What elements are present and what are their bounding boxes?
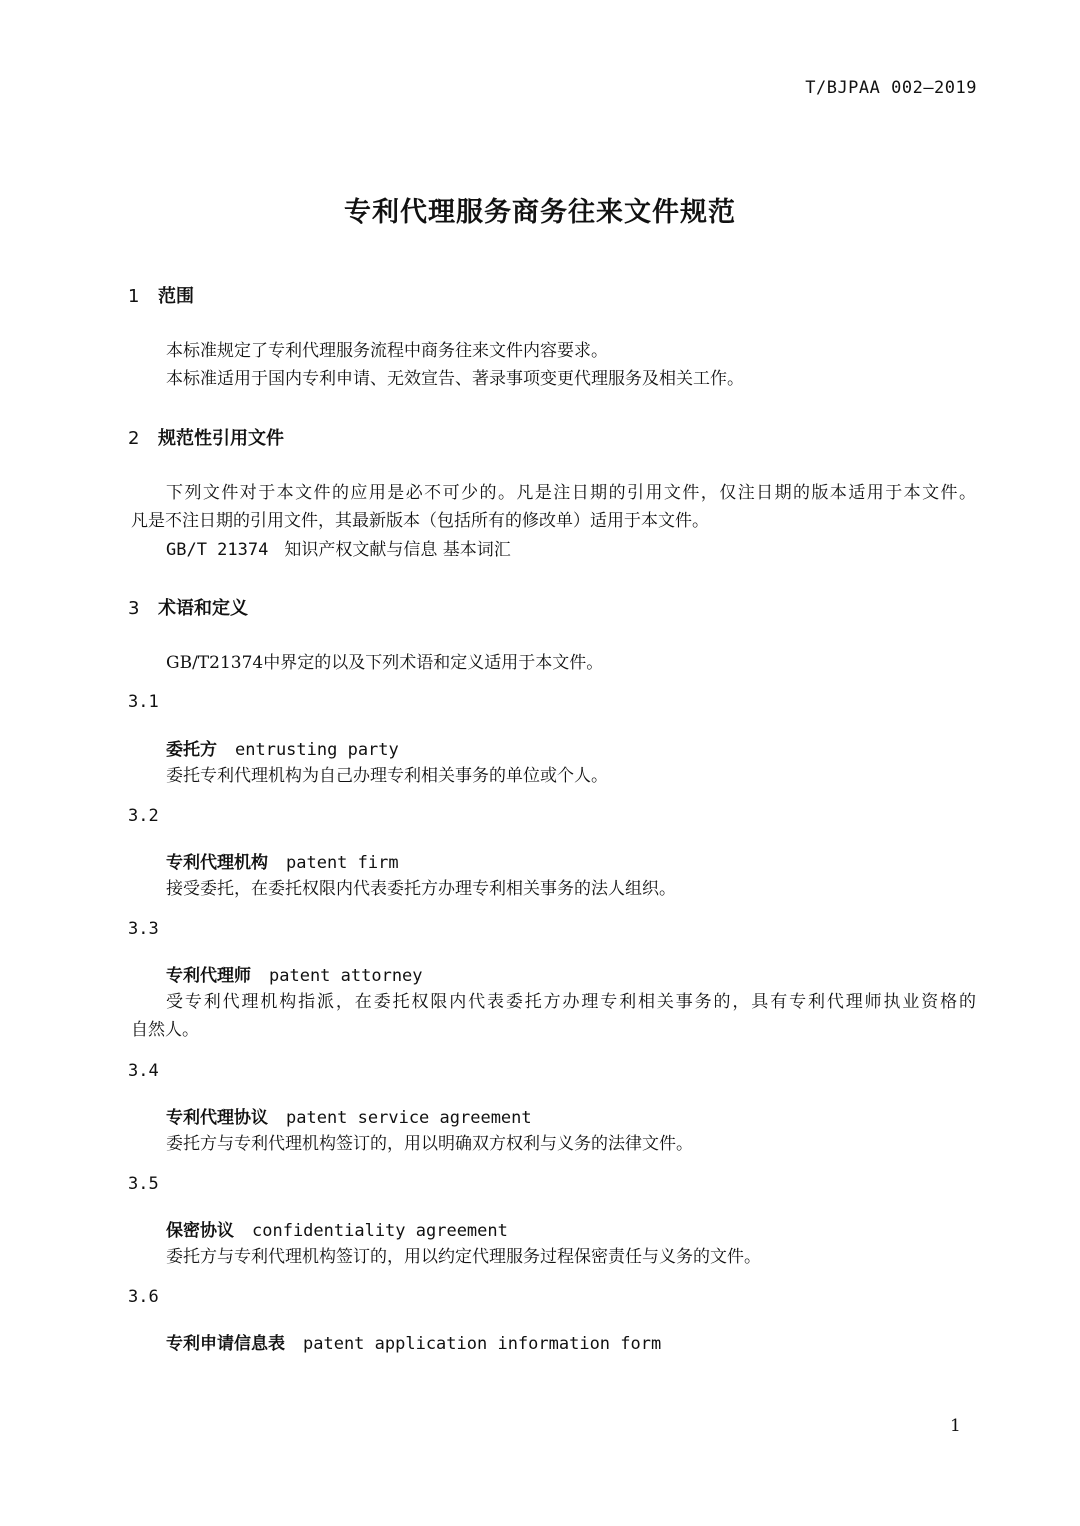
term-entry bbox=[166, 1329, 661, 1354]
scope-paragraph-2: 本标准适用于国内专利申请、无效宣告、著录事项变更代理服务及相关工作。 bbox=[166, 369, 744, 389]
section-number: 3 bbox=[128, 598, 140, 619]
document-title: 专利代理服务商务往来文件规范 bbox=[344, 197, 736, 228]
section-number: 1 bbox=[128, 286, 140, 307]
term-chinese: 保密协议 bbox=[166, 1221, 234, 1241]
term-chinese: 专利代理机构 bbox=[166, 853, 268, 873]
term-definition: 委托专利代理机构为自己办理专利相关事务的单位或个人。 bbox=[166, 766, 608, 786]
section-title: 范围 bbox=[158, 286, 194, 307]
term-chinese: 专利代理师 bbox=[166, 966, 251, 986]
clause-number: 3.6 bbox=[128, 1287, 159, 1307]
term-chinese: 专利申请信息表 bbox=[166, 1334, 285, 1354]
section-title: 规范性引用文件 bbox=[158, 428, 284, 449]
terms-intro: GB/T21374中界定的以及下列术语和定义适用于本文件。 bbox=[166, 653, 604, 673]
section-heading-scope bbox=[128, 282, 194, 308]
reference-code: GB/T 21374 bbox=[166, 540, 269, 560]
clause-number: 3.3 bbox=[128, 919, 159, 939]
reference-title: 知识产权文献与信息 基本词汇 bbox=[284, 540, 511, 560]
section-title: 术语和定义 bbox=[158, 598, 248, 619]
term-definition-line1: 受专利代理机构指派，在委托权限内代表委托方办理专利相关事务的，具有专利代理师执业资格的 bbox=[166, 992, 976, 1012]
term-definition: 接受委托，在委托权限内代表委托方办理专利相关事务的法人组织。 bbox=[166, 879, 676, 899]
clause-number: 3.4 bbox=[128, 1061, 159, 1081]
term-chinese: 专利代理协议 bbox=[166, 1108, 268, 1128]
term-chinese: 委托方 bbox=[166, 740, 217, 760]
page-number: 1 bbox=[950, 1416, 961, 1436]
term-entry bbox=[166, 1103, 532, 1128]
normative-paragraph-line1: 下列文件对于本文件的应用是必不可少的。凡是注日期的引用文件，仅注日期的版本适用于本文件。 bbox=[166, 483, 976, 503]
normative-paragraph-line2: 凡是不注日期的引用文件，其最新版本（包括所有的修改单）适用于本文件。 bbox=[131, 511, 709, 531]
clause-number: 3.5 bbox=[128, 1174, 159, 1194]
normative-reference bbox=[166, 537, 511, 563]
clause-number: 3.1 bbox=[128, 692, 159, 712]
term-definition-line2: 自然人。 bbox=[131, 1020, 199, 1040]
term-english: patent firm bbox=[286, 853, 399, 873]
term-definition: 委托方与专利代理机构签订的，用以约定代理服务过程保密责任与义务的文件。 bbox=[166, 1247, 761, 1267]
term-entry bbox=[166, 1216, 508, 1241]
section-heading-terms bbox=[128, 594, 248, 620]
term-definition: 委托方与专利代理机构签订的，用以明确双方权利与义务的法律文件。 bbox=[166, 1134, 693, 1154]
document-code: T/BJPAA 002—2019 bbox=[805, 78, 977, 98]
term-entry bbox=[166, 848, 399, 873]
section-number: 2 bbox=[128, 428, 140, 449]
term-english: patent service agreement bbox=[286, 1108, 532, 1128]
clause-number: 3.2 bbox=[128, 806, 159, 826]
term-english: patent attorney bbox=[269, 966, 423, 986]
term-entry bbox=[166, 961, 423, 986]
section-heading-normative bbox=[128, 424, 284, 450]
term-english: entrusting party bbox=[235, 740, 399, 760]
term-english: patent application information form bbox=[303, 1334, 662, 1354]
term-english: confidentiality agreement bbox=[252, 1221, 508, 1241]
term-entry bbox=[166, 735, 399, 760]
scope-paragraph-1: 本标准规定了专利代理服务流程中商务往来文件内容要求。 bbox=[166, 341, 608, 361]
